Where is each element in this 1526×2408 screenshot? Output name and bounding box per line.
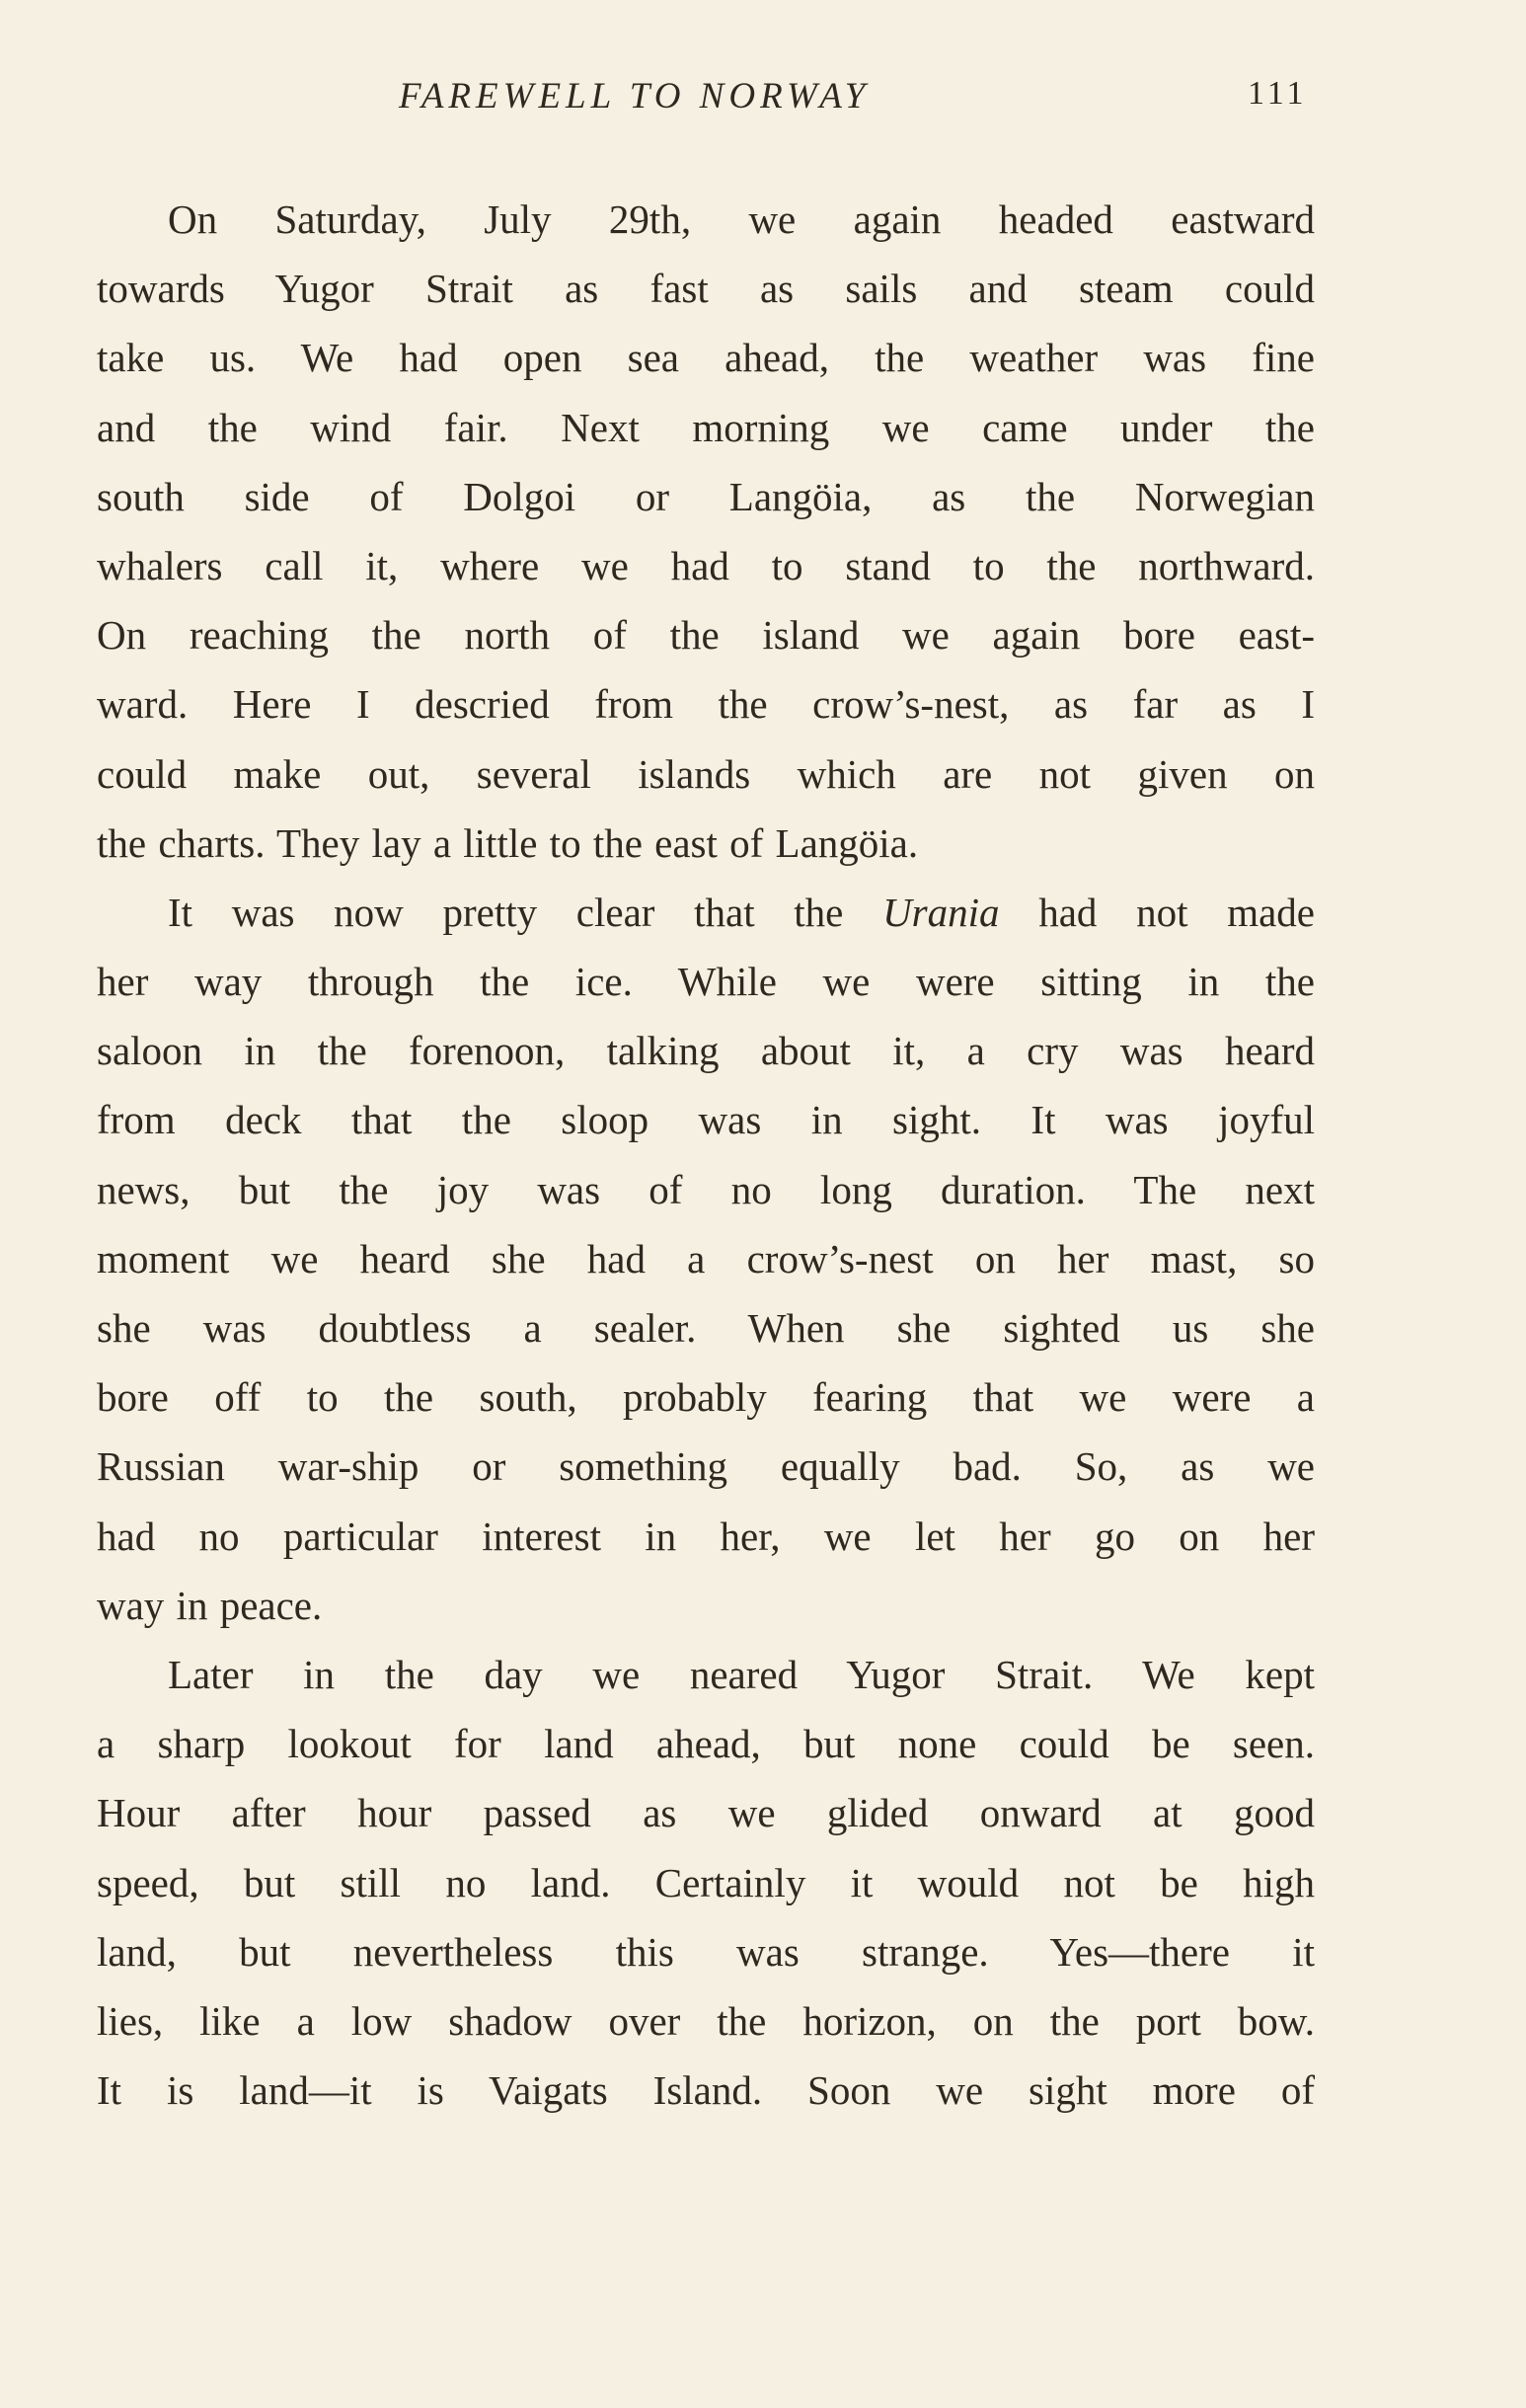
text-line: land, but nevertheless this was strange. Yes—there it xyxy=(97,1928,1315,1975)
text-line: from deck that the sloop was in sight. It was joyful xyxy=(97,1097,1315,1143)
text-segment: had not made xyxy=(1038,889,1315,935)
text-line: and the wind fair. Next morning we came under the xyxy=(97,404,1315,450)
text-line: the charts. They lay a little to the east of Langöia. xyxy=(97,819,919,866)
text-line: It is land—it is Vaigats Island. Soon we sight more of xyxy=(97,2067,1315,2114)
text-line: had no particular interest in her, we let her go on her xyxy=(97,1513,1315,1559)
running-head xyxy=(0,75,1526,124)
text-line: moment we heard she had a crow’s-nest on her mast, so xyxy=(97,1235,1315,1282)
text-line xyxy=(97,878,1315,947)
text-line: saloon in the forenoon, talking about it, a cry was heard xyxy=(97,1028,1315,1074)
body-text xyxy=(97,185,1315,2125)
text-line: Hour after hour passed as we glided onward at good xyxy=(97,1790,1315,1836)
text-line: she was doubtless a sealer. When she sighted us she xyxy=(97,1305,1315,1351)
text-line: ward. Here I descried from the crow’s-nest, as far as I xyxy=(97,681,1315,728)
ship-name: Urania xyxy=(882,889,1000,935)
text-line: Later in the day we neared Yugor Strait. We kept xyxy=(168,1651,1315,1697)
text-line: lies, like a low shadow over the horizon, on the port bow. xyxy=(97,1997,1315,2044)
text-line: Russian war-ship or something equally bad. So, as we xyxy=(97,1443,1315,1490)
page-number: 111 xyxy=(1248,75,1308,112)
running-title: FAREWELL TO NORWAY xyxy=(399,76,871,117)
text-line: On reaching the north of the island we again bore east- xyxy=(97,612,1315,659)
text-line: whalers call it, where we had to stand to the northward. xyxy=(97,542,1315,588)
text-line: south side of Dolgoi or Langöia, as the Norwegian xyxy=(97,473,1315,519)
text-line: speed, but still no land. Certainly it would not be high xyxy=(97,1859,1315,1905)
text-line: On Saturday, July 29th, we again headed eastward xyxy=(168,196,1315,242)
text-line: towards Yugor Strait as fast as sails and steam could xyxy=(97,266,1315,312)
text-segment: It was now pretty clear that the xyxy=(168,889,844,935)
text-line: take us. We had open sea ahead, the weather was fine xyxy=(97,335,1315,381)
text-line: news, but the joy was of no long duration. The next xyxy=(97,1166,1315,1212)
text-line: could make out, several islands which are not given on xyxy=(97,750,1315,797)
text-line: way in peace. xyxy=(97,1582,323,1628)
text-line: her way through the ice. While we were sitting in the xyxy=(97,959,1315,1005)
text-line: a sharp lookout for land ahead, but none could be seen. xyxy=(97,1721,1315,1767)
text-line: bore off to the south, probably fearing that we were a xyxy=(97,1374,1315,1421)
